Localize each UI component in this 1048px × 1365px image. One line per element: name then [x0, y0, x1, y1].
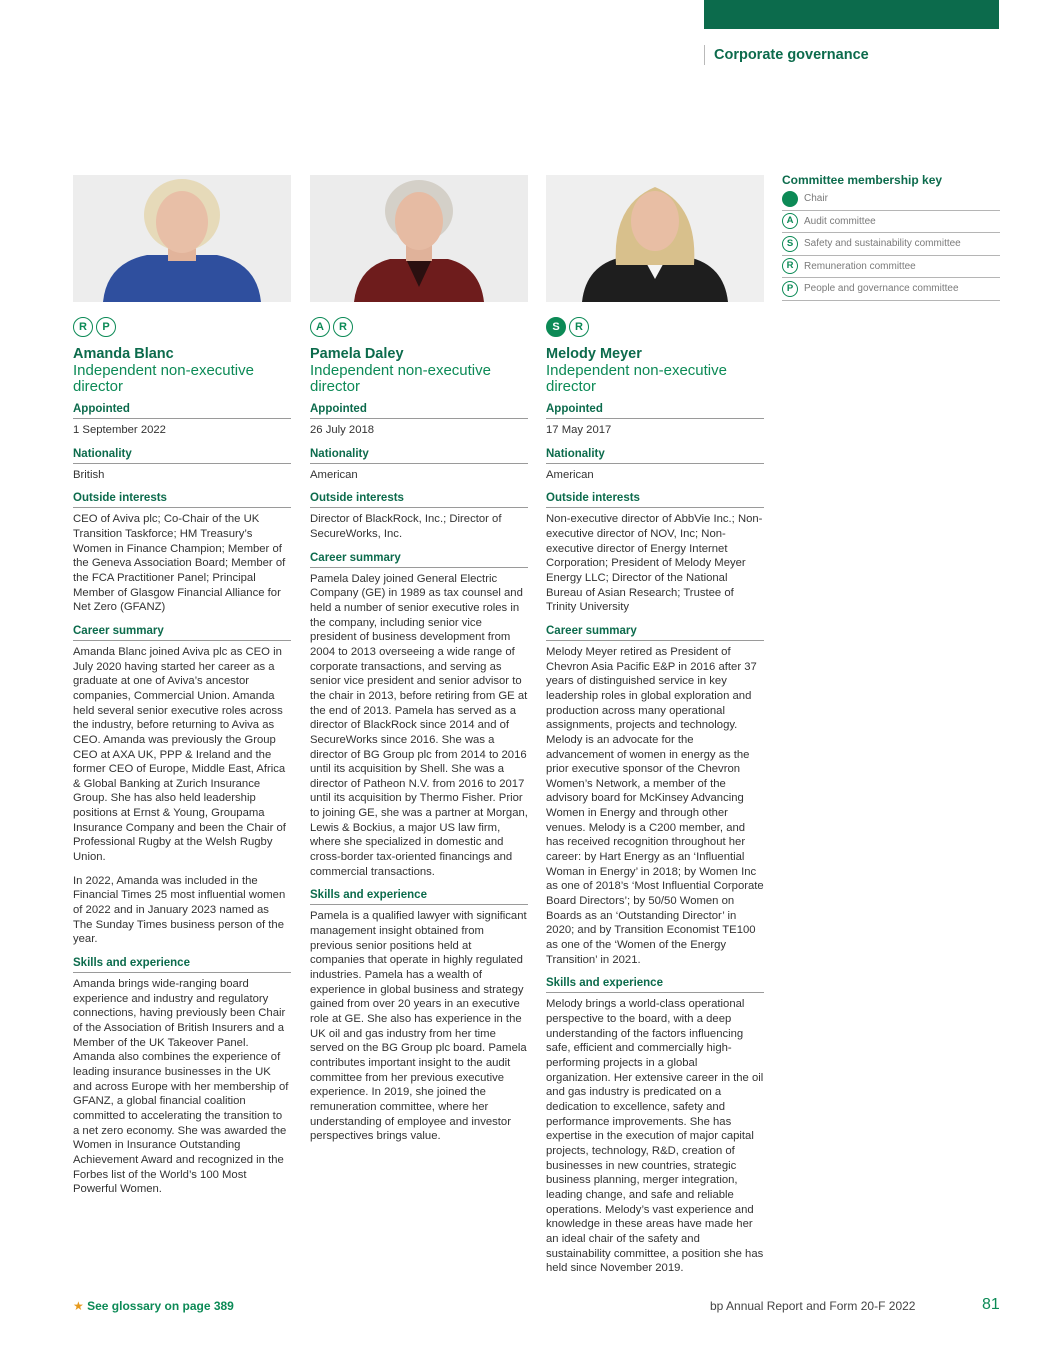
appointed-label: Appointed — [310, 402, 528, 419]
appointed-date: 1 September 2022 — [73, 424, 166, 436]
committee-badge: R — [569, 317, 589, 337]
committee-badge: R — [73, 317, 93, 337]
career-summary-paragraph: Amanda Blanc joined Aviva plc as CEO in July 2020 having started her career as a graduate at one of Aviva’s ancestor companies, Commercial Union. Amanda held several senior executive roles across the industry, before returning to Aviva as CEO. Amanda was previously the Group CEO at AXA UK, PPP & Ireland and the former CEO of Europe, Middle East, Africa & Global Banking at Zurich Insurance Group. She has also held leadership positions at Ernst & Young, Groupama Insurance Company and been the Chair of Professional Rugby at the Welsh Rugby Union. — [73, 645, 286, 864]
committee-badge-chair: S — [546, 317, 566, 337]
committee-key-row — [782, 188, 1000, 211]
director-column-1 — [73, 175, 291, 1197]
skills-text: Amanda brings wide-ranging board experience and industry and regulatory connections, having previously been Chair of the Association of British Insurers and a Member of the UK Takeover Panel. Amanda also combines the experience of leading insurance businesses in the UK and across Europe with her membership of GFANZ, a global financial coalition committed to accelerating the transition to a net zero economy. She was awarded the Women in Insurance Outstanding Achievement Award and recognized in the Forbes list of the World’s 100 Most Powerful Women. — [73, 978, 289, 1196]
committee-key-row — [782, 211, 1000, 234]
director-photo — [73, 175, 291, 302]
people-badge-icon: P — [782, 281, 798, 297]
director-role: Independent non-executive director — [73, 362, 254, 395]
appointed-date: 26 July 2018 — [310, 424, 375, 436]
director-name: Pamela Daley — [310, 346, 404, 362]
committee-key-row — [782, 233, 1000, 256]
chair-dot-icon — [782, 191, 798, 207]
nationality-value: American — [546, 468, 594, 481]
appointed-label: Appointed — [546, 402, 764, 419]
committee-key-label: People and governance committee — [804, 283, 959, 295]
audit-badge-icon: A — [782, 213, 798, 229]
committee-badge: R — [333, 317, 353, 337]
committee-key-row — [782, 256, 1000, 279]
committee-key-title: Committee membership key — [782, 173, 943, 187]
header-color-bar — [704, 0, 999, 29]
safety-badge-icon: S — [782, 236, 798, 252]
skills-label: Skills and experience — [310, 888, 528, 905]
section-title: Corporate governance — [704, 45, 869, 65]
nationality-label: Nationality — [73, 447, 291, 464]
remuneration-badge-icon: R — [782, 258, 798, 274]
nationality-label: Nationality — [310, 447, 528, 464]
skills-label: Skills and experience — [546, 976, 764, 993]
committee-badges — [546, 317, 764, 339]
committee-key-label: Safety and sustainability committee — [804, 238, 961, 250]
career-summary-label: Career summary — [546, 624, 764, 641]
committee-badges — [73, 317, 291, 339]
career-summary-label: Career summary — [73, 624, 291, 641]
director-photo — [310, 175, 528, 302]
appointed-date: 17 May 2017 — [546, 424, 612, 436]
skills-text: Pamela is a qualified lawyer with significant management insight obtained from previous senior positions held at companies that operate in highly regulated industries. Pamela has a wealth of experience in global business and strategy gained from over 20 years in an executive role at GE. She also has experience in the UK oil and gas industry from her time served on the BG Group plc board. Pamela contributes important insight to the audit committee from her previous executive experience. In 2019, she joined the remuneration committee, where her understanding of employee and investor perspectives brings value. — [310, 910, 527, 1143]
glossary-link[interactable] — [73, 1299, 234, 1313]
outside-interests-text: Non-executive director of AbbVie Inc.; Non-executive director of NOV, Inc; Non-executive director of Energy Internet Corporation; President of Melody Meyer Energy LLC; Director of the National Bureau of Asian Research; Trustee of Trinity University — [546, 513, 763, 614]
director-role: Independent non-executive director — [310, 362, 491, 395]
outside-interests-label: Outside interests — [546, 491, 764, 508]
committee-key-label: Remuneration committee — [804, 260, 916, 272]
star-icon: ★ — [73, 1299, 84, 1313]
committee-key-row — [782, 278, 1000, 301]
director-photo — [546, 175, 764, 302]
nationality-label: Nationality — [546, 447, 764, 464]
glossary-text: See glossary on page 389 — [87, 1299, 234, 1313]
outside-interests-text: CEO of Aviva plc; Co-Chair of the UK Transition Taskforce; HM Treasury’s Women in Finance Champion; Member of the Geneva Association Board; Member of the FCA Practitioner Panel; Principal Member of Glasgow Financial Alliance for Net Zero (GFANZ) — [73, 513, 286, 614]
skills-text: Melody brings a world-class operational perspective to the board, with a deep understanding of the factors influencing safe, efficient and commercially high-performing projects in a global organization. Her extensive career in the oil and gas industry is predicated on a dedication to excellence, safety and performance improvements. She has expertise in the execution of major capital projects, technology, R&D, creation of businesses in new countries, strategic business planning, merger integration, leading change, and safe and reliable operations. Melody’s vast experience and knowledge in these areas have made her an ideal chair of the safety and sustainability committee, a position she has held since November 2019. — [546, 998, 764, 1275]
career-summary-label: Career summary — [310, 551, 528, 568]
outside-interests-text: Director of BlackRock, Inc.; Director of SecureWorks, Inc. — [310, 513, 502, 540]
nationality-value: American — [310, 468, 358, 481]
career-summary-paragraph: Melody Meyer retired as President of Chevron Asia Pacific E&P in 2016 after 37 years of distinguished service in key leadership roles in global exploration and production across many operational assignments, projects and technology. Melody is an advocate for the advancement of women in energy as the prior executive sponsor of the Chevron Women’s Network, a member of the advisory board for McKinsey Advancing Women in Energy and through other venues. Melody is a C200 member, and has received recognition throughout her career: by Hart Energy as an ‘Influential Woman in Energy’ in 2018; by Women Inc as one of 2018’s ‘Most Influential Corporate Board Directors’; by 50/50 Women on Boards as an ‘Outstanding Director’ in 2020; and by Transition Economist TE100 as one of the ‘Women of the Energy Transition’ in 2021. — [546, 645, 764, 966]
career-summary-paragraph: Pamela Daley joined General Electric Company (GE) in 1989 as tax counsel and held a number of senior executive roles in the company, including senior vice president of business development from 2004 to 2013 overseeing a wide range of corporate transactions, and serving as senior vice president and senior advisor to the chair in 2013, before retiring from GE at the end of 2013. Pamela has served as a director of BlackRock since 2014 and of SecureWorks since 2016. She was a director of BG Group plc from 2014 to 2016 until its acquisition by Shell. She was a director of Patheon N.V. from 2016 to 2017 until its acquisition by Thermo Fisher. Prior to joining GE, she was a partner at Morgan, Lewis & Bockius, a major US law firm, where she specialized in domestic and cross-border tax-oriented financings and commercial transactions. — [310, 572, 528, 878]
appointed-label: Appointed — [73, 402, 291, 419]
committee-badge: A — [310, 317, 330, 337]
report-title: bp Annual Report and Form 20-F 2022 — [710, 1299, 916, 1313]
director-role: Independent non-executive director — [546, 362, 727, 395]
committee-key-label: Audit committee — [804, 215, 876, 227]
nationality-value: British — [73, 468, 105, 481]
committee-badges — [310, 317, 528, 339]
director-name: Melody Meyer — [546, 346, 642, 362]
committee-badge: P — [96, 317, 116, 337]
committee-membership-key — [782, 172, 1000, 301]
outside-interests-label: Outside interests — [310, 491, 528, 508]
page-number: 81 — [982, 1296, 1000, 1313]
director-column-3 — [546, 175, 764, 1276]
career-summary-paragraph: In 2022, Amanda was included in the Financial Times 25 most influential women of 2022 and in January 2023 named as The Sunday Times business person of the year. — [73, 874, 286, 946]
outside-interests-label: Outside interests — [73, 491, 291, 508]
committee-key-label: Chair — [804, 193, 828, 205]
director-name: Amanda Blanc — [73, 346, 174, 362]
skills-label: Skills and experience — [73, 956, 291, 973]
director-column-2 — [310, 175, 528, 1144]
